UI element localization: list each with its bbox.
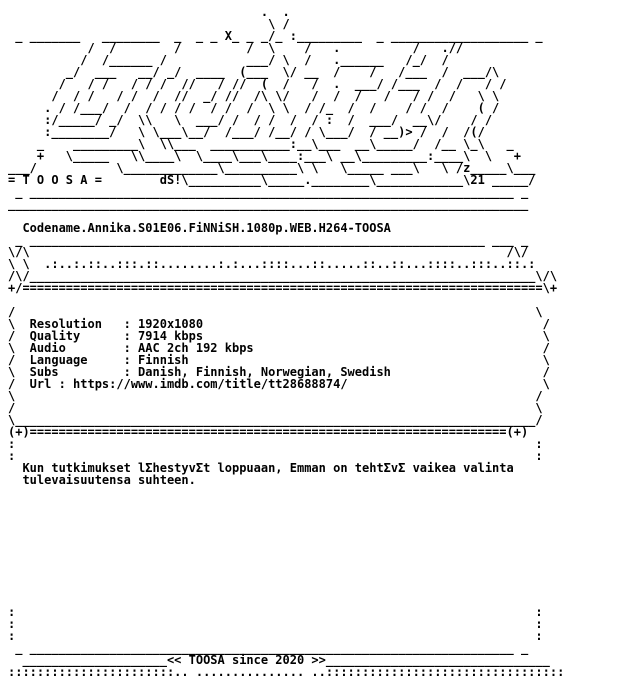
nfo-line: (+)==================================================================(+) (8, 425, 529, 439)
nfo-line: _ ___________________________________________________________________ _ (8, 185, 529, 199)
nfo-line: + \_____ \\____\ \____\___\____:___\ __\_________:____\ \ + (8, 149, 521, 163)
nfo-line: / / / / / / // _/ // /\ \/ / / / / / / / \ \ (8, 89, 500, 103)
nfo-line: :/_____/ _/ \\ \ ___/ / / / / / : / ___/ __\/ / / (8, 113, 493, 127)
nfo-line: _ _______________________________________________________________ ___ _ (8, 233, 529, 247)
nfo-line: ___/ \_____________\__________\ \ \_____ ___\ \ /z_____\___ (8, 161, 536, 175)
nfo-line: Kun tutkimukset lΣhestyvΣt loppuaan, Emman on tehtΣvΣ vaikea valinta (8, 461, 514, 475)
nfo-line: / /______ / ___/ \ / .______ /_/ / (8, 53, 449, 67)
nfo-line: /\/______________________________________________________________________\/\ (8, 269, 558, 283)
nfo-line: tulevaisuutensa suhteen. (8, 473, 196, 487)
nfo-line: : : (8, 629, 543, 643)
nfo-line: Codename.Annika.S01E06.FiNNiSH.1080p.WEB.H264-TOOSA (8, 221, 391, 235)
nfo-line: _ _________\ \\___ ___________:__\___ __\_____/ /__ \_\ _ (8, 137, 514, 151)
nfo-line: . / /___/ / / / / / / / / \ \ / /_ / / / / / ( / (8, 101, 500, 115)
nfo-line: \ Resolution : 1920x1080 / (8, 317, 550, 331)
nfo-line: = T O O S A = dS!\__________\_____.________\____________\21 _____/ (8, 173, 536, 187)
nfo-line: \ Subs : Danish, Finnish, Norwegian, Swedish / (8, 365, 550, 379)
nfo-line: \________________________________________________________________________/ (8, 413, 543, 427)
nfo-line: / / / / \ / . / .// (8, 41, 464, 55)
nfo-line: \ Audio : AAC 2ch 192 kbps / (8, 341, 550, 355)
nfo-text-block (8, 6, 564, 678)
nfo-line: / Language : Finnish \ (8, 353, 550, 367)
nfo-line: \/\ /\/ (8, 245, 529, 259)
nfo-line: / Quality : 7914 kbps \ (8, 329, 550, 343)
nfo-line: : : (8, 449, 543, 463)
nfo-line: _ ___________________________________________________________________ _ (8, 641, 529, 655)
nfo-line: +/========================================================================\+ (8, 281, 558, 295)
nfo-line: / Url : https://www.imdb.com/title/tt28688874/ \ (8, 377, 550, 391)
nfo-line: :::::::::::::::::::::::.. ............... ..::::::::::::::::::::::::::::::::: (8, 665, 565, 679)
nfo-line: : : (8, 617, 543, 631)
nfo-line: \ \ .:..:.::..:::.::........:.:...::::...::.....::..::...::::..:::..::.: (8, 257, 536, 271)
nfo-line: : : (8, 437, 543, 451)
nfo-line: \ / (8, 389, 543, 403)
nfo-line: / \ (8, 305, 543, 319)
nfo-line: / / / / / / // / // ( / / . ___/ /___ / / / / (8, 77, 507, 91)
nfo-line: : : (8, 605, 543, 619)
nfo-line: _/ ___ __/ _/ ____ (___ \/ __ / / /___ / ___/\ (8, 65, 500, 79)
nfo-line: . . (8, 5, 290, 19)
nfo-line: :________/ \ \___\__/ /___/ /__/ / \___/ / __)> / / /(/ (8, 125, 485, 139)
nfo-line: / \ (8, 401, 543, 415)
nfo-line: _ _______ ________ _ _ _ X_ _ _/_ :_________ _ ___________________ _ (8, 29, 543, 43)
nfo-line: ____________________<< TOOSA since 2020 >>_______________________________ (8, 653, 550, 667)
nfo-line: \ / (8, 17, 290, 31)
nfo-line: ________________________________________________________________________ (8, 197, 529, 211)
